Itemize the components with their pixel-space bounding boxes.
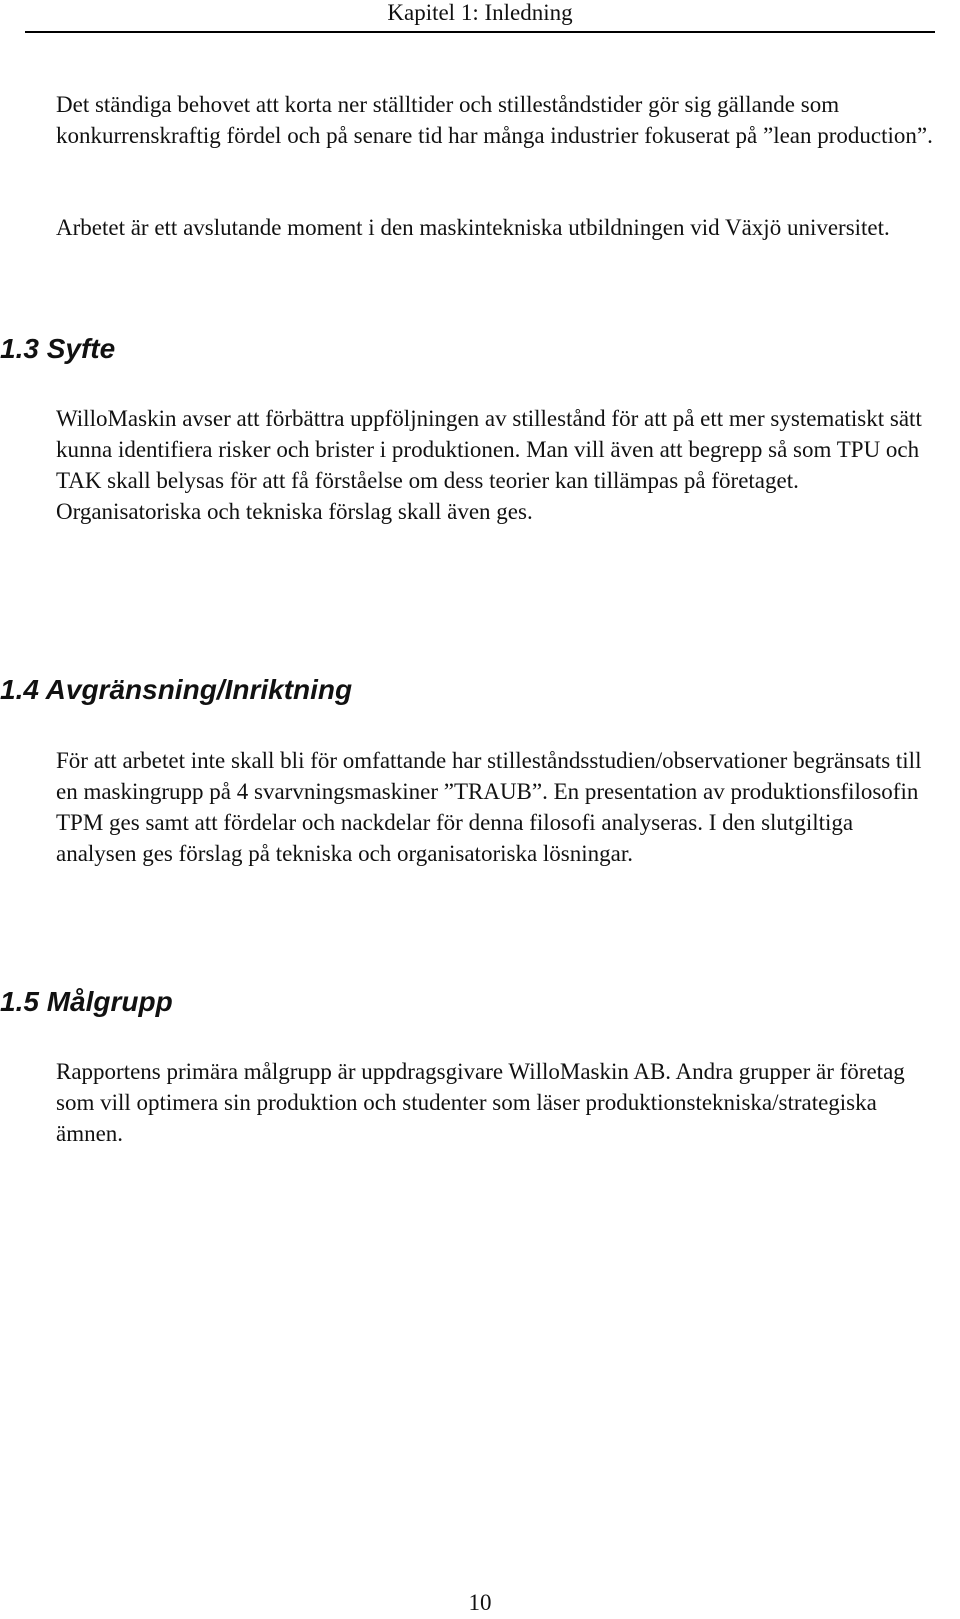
- intro-paragraph-1: Det ständiga behovet att korta ner ställtider och stilleståndstider gör sig gällande som konkurrenskraftig fördel och på senare tid har många industrier fokuserat på ”lean production”.: [56, 92, 933, 148]
- section-body-malgrupp: Rapportens primära målgrupp är uppdragsgivare WilloMaskin AB. Andra grupper är företag som vill optimera sin produktion och studenter som läser produktionstekniska/strategiska ämnen.: [56, 1059, 905, 1146]
- section-heading-malgrupp: 1.5 Målgrupp: [0, 986, 173, 1017]
- section-heading-syfte: 1.3 Syfte: [0, 333, 116, 364]
- page-header: [0, 0, 960, 34]
- section-body-syfte: WilloMaskin avser att förbättra uppföljningen av stillestånd för att på ett mer systematiskt sätt kunna identifiera risker och brister i produktionen. Man vill även att begrepp så som TPU och TAK skall belysas för att få förståelse om dess teorier kan tillämpas på företaget. Organisatoriska och tekniska förslag skall även ges.: [56, 406, 922, 524]
- header-rule: [25, 31, 935, 33]
- intro-paragraph-2: Arbetet är ett avslutande moment i den maskintekniska utbildningen vid Växjö universitet.: [56, 215, 890, 240]
- page-number: 10: [468, 1590, 492, 1615]
- section-heading-avgransning: 1.4 Avgränsning/Inriktning: [0, 674, 353, 705]
- section-body-avgransning: För att arbetet inte skall bli för omfattande har stilleståndsstudien/observationer begränsats till en maskingrupp på 4 svarvningsmaskiner ”TRAUB”. En presentation av produktionsfilosofin TPM ges samt att fördelar och nackdelar för denna filosofi analyseras. I den slutgiltiga analysen ges förslag på tekniska och organisatoriska lösningar.: [56, 748, 922, 866]
- chapter-title: Kapitel 1: Inledning: [387, 0, 573, 25]
